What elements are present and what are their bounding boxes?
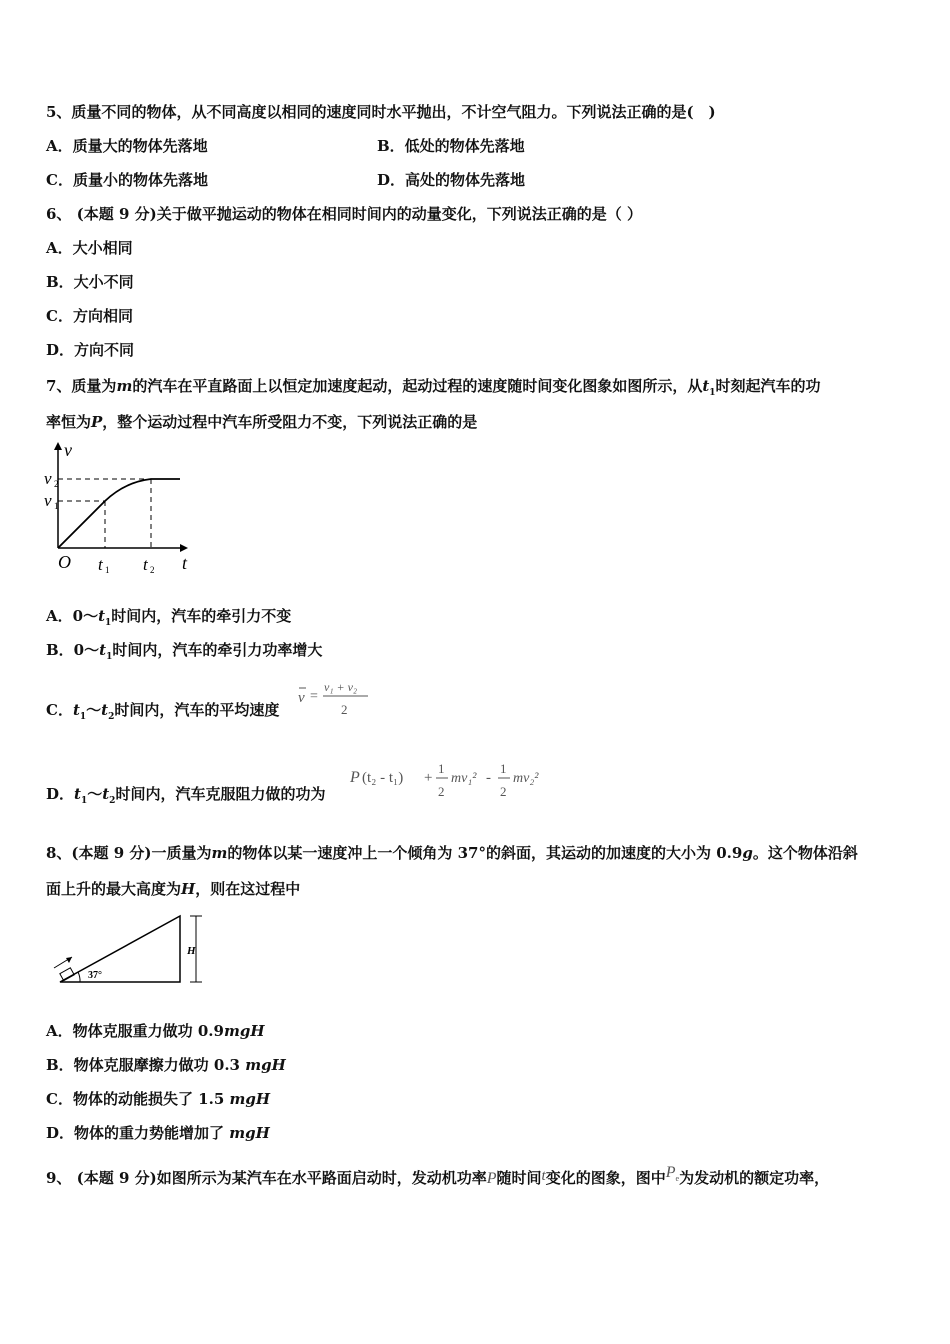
svg-text:v: v [298,690,305,706]
angle-label: 37° [88,970,102,981]
q7-option-d-formula [348,760,548,806]
q7-stem-line2: 率恒为P，整个运动过程中汽车所受阻力不变，下列说法正确的是 [46,413,478,431]
q8-option-d: D．物体的重力势能增加了 mgH [46,1124,270,1142]
q5-option-c: C．质量小的物体先落地 [46,171,208,189]
t-axis-label: t [182,553,188,573]
q5-option-a: A．质量大的物体先落地 [46,137,208,155]
origin-label: O [58,552,71,572]
block [60,968,74,981]
svg-text:+: + [424,770,433,786]
svg-text:mv₁²: mv₁² [451,771,477,786]
q7-option-a: A．$0\sim t_1$时间内，汽车的牵引力不变 [46,607,292,628]
t1-label-sub: 1 [105,565,110,575]
v2-label: v [44,469,52,488]
svg-text:mv₂²: mv₂² [513,771,539,786]
v2-label-sub: 2 [54,479,59,489]
velocity-curve [58,479,180,548]
height-label: H [187,945,196,957]
q6-option-b: B．大小不同 [46,273,134,291]
q7-option-b: B．$0\sim t_1$时间内，汽车的牵引力功率增大 [46,641,323,662]
t1-label: t [98,555,103,574]
v1-label-sub: 1 [54,501,59,511]
v-axis-label: v [64,440,72,460]
q6-option-c: C．方向相同 [46,307,133,325]
q8-option-b: B．物体克服摩擦力做功 0.3 mgH [46,1056,286,1074]
q7-stem-line1: 7、质量为m的汽车在平直路面上以恒定加速度起动，起动过程的速度随时间变化图象如图所示，从$t_1$时刻起汽车的功 [46,377,821,398]
q8-option-c: C．物体的动能损失了 1.5 mgH [46,1090,271,1108]
q8-stem-line1: 8、(本题 9 分)一质量为m的物体以某一速度冲上一个倾角为 37°的斜面，其运动的加速度的大小为 0.9g。这个物体沿斜 [46,844,858,862]
svg-text:=: = [310,689,318,704]
v-axis-arrow [54,442,62,450]
q7-option-d: D．$t_1\sim t_2$时间内，汽车克服阻力做的功为 [46,785,326,806]
svg-text:-: - [486,770,491,786]
q5-option-b: B．低处的物体先落地 [377,137,525,155]
svg-text:2: 2 [500,784,507,799]
svg-text:1: 1 [438,761,445,776]
q7-option-c: C．$t_1\sim t_2$时间内，汽车的平均速度 [46,701,280,722]
q8-option-a: A．物体克服重力做功 0.9mgH [46,1022,265,1040]
svg-text:(t₂ - t₁): (t₂ - t₁) [362,770,404,786]
t-axis-arrow [180,544,188,552]
q5-stem: 5、质量不同的物体，从不同高度以相同的速度同时水平抛出，不计空气阻力。下列说法正确的是( ) [46,103,716,121]
q8-stem-line2: 面上升的最大高度为H，则在这过程中 [46,880,301,898]
t2-label-sub: 2 [150,565,155,575]
svg-text:1: 1 [500,761,507,776]
q6-option-d: D．方向不同 [46,341,135,359]
q5-option-d: D．高处的物体先落地 [377,171,526,189]
svg-text:P: P [350,769,360,786]
v1-label: v [44,491,52,510]
q6-stem: 6、 (本题 9 分)关于做平抛运动的物体在相同时间内的动量变化，下列说法正确的是（ ） [46,205,642,223]
svg-text:v₁ + v₂: v₁ + v₂ [324,680,358,694]
q8-incline-figure [46,910,216,990]
t2-label: t [143,555,148,574]
q7-velocity-time-graph [40,438,200,578]
svg-text:2: 2 [438,784,445,799]
svg-text:2: 2 [341,702,348,717]
q7-option-c-formula [296,676,376,720]
q9-stem: 9、 (本题 9 分)如图所示为某汽车在水平路面启动时，发动机功率P随时间t变化的图象，图中$P_e$为发动机的额定功率， [46,1164,830,1187]
q6-option-a: A．大小相同 [46,239,133,257]
angle-arc [78,972,80,982]
